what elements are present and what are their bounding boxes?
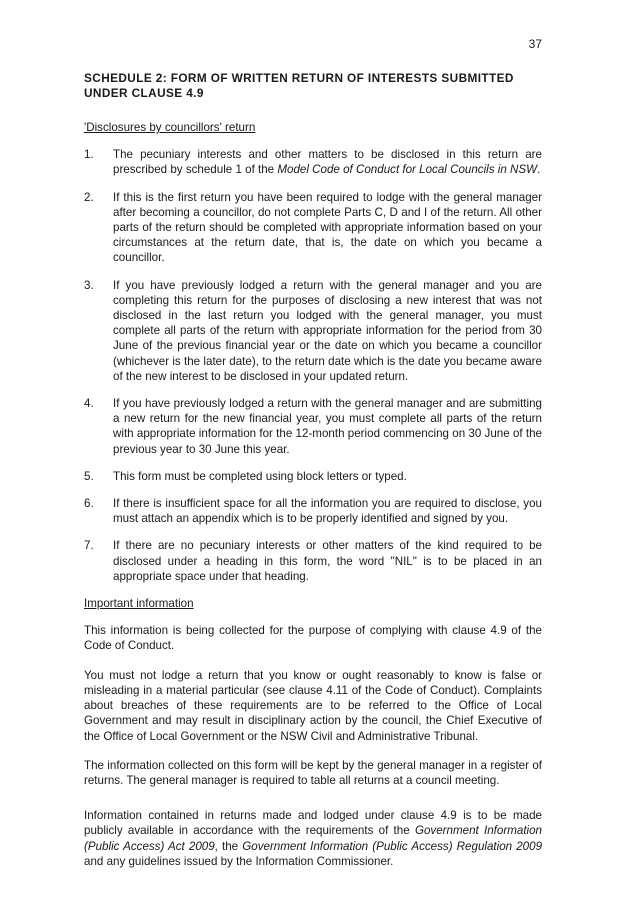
item-number: 6. — [84, 497, 94, 511]
list-item — [84, 147, 542, 177]
schedule-title — [84, 71, 542, 101]
paragraph-false-return-warning: You must not lodge a return that you know or ought reasonably to know is false or misleading in a material particular (see clause 4.11 of the Code of Conduct). Complaints about breaches of these requirements are to be referred to the Office of Local Government and may result in disciplinary action by the council, the Chief Executive of the Office of Local Government or the NSW Civil and Administrative Tribunal. — [84, 668, 542, 743]
list-item — [84, 278, 542, 384]
paragraph-register-of-returns: The information collected on this form will be kept by the general manager in a register of returns. The general manager is required to table all returns at a council meeting. — [84, 758, 542, 787]
code-of-conduct-title: Model Code of Conduct for Local Councils in NSW — [277, 163, 538, 177]
page-number: 37 — [528, 37, 542, 51]
item-text: If there is insufficient space for all the information you are required to disclose, you must attach an appendix which is to be properly identified and signed by you. — [113, 497, 542, 526]
item-text: If there are no pecuniary interests or other matters of the kind required to be disclosed under a heading in this form, the word "NIL" is to be placed in an appropriate space under that heading. — [113, 539, 542, 583]
item-number: 7. — [84, 539, 94, 553]
document-body — [84, 71, 542, 883]
list-item — [84, 496, 542, 526]
item-number: 3. — [84, 278, 94, 292]
gipa-act-title: Government Information (Public Access) Act 2009 — [84, 824, 543, 853]
item-text: If you have previously lodged a return with the general manager and are submitting a new return for the new financial year, you must complete all parts of the return with appropriate information for the 12-month period commencing on 30 June of the previous year to 30 June this year. — [113, 397, 542, 456]
paragraph-public-availability: Information contained in returns made and lodged under clause 4.9 is to be made publicly available in accordance with the requirements of the Government Information (Public Access) Act 2009, the Government Information (Public Access) Regulation 2009 and any guidelines issued by the Information Commissioner. — [84, 809, 543, 868]
gipa-regulation-title: Government Information (Public Access) Regulation 2009 — [242, 839, 543, 853]
item-text: If you have previously lodged a return with the general manager and you are completing this return for the purposes of disclosing a new interest that was not disclosed in the last return you lodged with the general manager, you must complete all parts of the return with appropriate information for the period from 30 June of the previous financial year or the date on which you became a councillor (whichever is the later date), to the return date which is the date you became aware of the new interest to be disclosed in your updated return. — [113, 278, 542, 383]
section-heading-disclosures: 'Disclosures by councillors' return — [84, 121, 256, 134]
list-item — [84, 538, 542, 584]
list-item — [84, 469, 542, 484]
item-number: 4. — [84, 397, 94, 411]
list-item — [84, 396, 542, 457]
schedule-title-line-2: UNDER CLAUSE 4.9 — [84, 86, 204, 100]
schedule-title-line-1: SCHEDULE 2: FORM OF WRITTEN RETURN OF INTERESTS SUBMITTED — [84, 71, 514, 85]
item-text: The pecuniary interests and other matters to be disclosed in this return are prescribed by schedule 1 of the Model Code of Conduct for Local Councils in NSW. — [113, 148, 542, 177]
section-heading-important-information: Important information — [84, 597, 194, 611]
list-item — [84, 190, 542, 266]
item-text: This form must be completed using block letters or typed. — [113, 469, 407, 483]
item-number: 2. — [84, 190, 94, 204]
instructions-list — [84, 147, 542, 584]
item-number: 1. — [84, 148, 94, 162]
item-number: 5. — [84, 469, 94, 483]
item-text: If this is the first return you have been required to lodge with the general manager after becoming a councillor, do not complete Parts C, D and I of the return. All other parts of the return should be completed with appropriate information based on your circumstances at the return date, that is, the date on which you became a councillor. — [113, 190, 542, 265]
paragraph-collection-purpose: This information is being collected for the purpose of complying with clause 4.9 of the Code of Conduct. — [84, 624, 542, 653]
